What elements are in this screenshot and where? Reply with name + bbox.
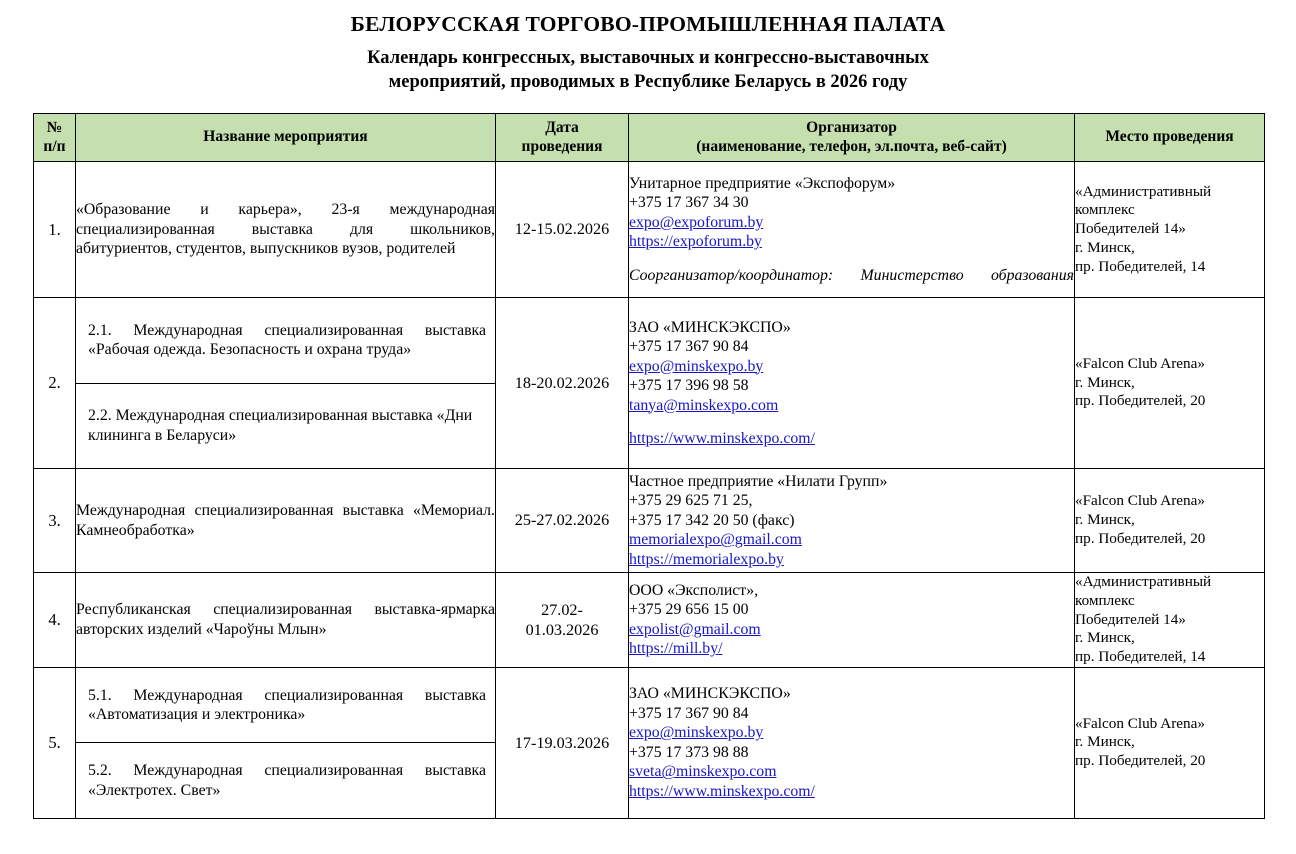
organizer-phone: +375 17 367 34 30 xyxy=(629,194,749,212)
organizer-cell xyxy=(629,469,1075,573)
place-cell xyxy=(1075,298,1265,469)
organizer-email-link[interactable]: expo@minskexpo.by xyxy=(629,357,764,375)
organizer-name: ООО «Эксполист», xyxy=(629,581,759,599)
organizer-phone: +375 17 396 98 58 xyxy=(629,377,749,394)
organizer-phone: +375 29 625 71 25, xyxy=(629,492,753,510)
sub-event-row xyxy=(76,298,495,383)
organizer-name: ЗАО «МИНСКЭКСПО» xyxy=(629,318,791,336)
header-date-line1: Дата xyxy=(545,119,579,137)
event-date-cell: 18-20.02.2026 xyxy=(496,298,629,469)
sub-event-row xyxy=(76,668,495,743)
header-num-line1: № xyxy=(46,119,63,137)
row-number: 3. xyxy=(34,469,76,573)
event-name-cell: «Образование и карьера», 23-я международная специализированная выставка для школьников, абитуриентов, студентов, выпускников вузов, родителей xyxy=(76,162,496,298)
table-header xyxy=(34,114,1265,162)
date-line-2: 01.03.2026 xyxy=(525,620,599,639)
header-num-line2: п/п xyxy=(43,137,66,155)
place-line: Победителей 14» xyxy=(1075,220,1186,238)
sub-event-text: 5.1. Международная специализированная выставка «Автоматизация и электроника» xyxy=(88,686,486,724)
row-number: 1. xyxy=(34,162,76,298)
table-row xyxy=(34,573,1265,668)
row-number: 5. xyxy=(34,667,76,818)
organizer-website-link[interactable]: https://mill.by/ xyxy=(629,640,723,658)
place-cell xyxy=(1075,162,1265,298)
calendar-table xyxy=(33,113,1265,819)
organizer-email-link[interactable]: sveta@minskexpo.com xyxy=(629,763,777,781)
column-header-number xyxy=(34,114,76,162)
event-date-cell: 17-19.03.2026 xyxy=(496,667,629,818)
sub-event-table xyxy=(76,298,495,468)
organizer-phone: +375 17 367 90 84 xyxy=(629,704,749,722)
row-number: 4. xyxy=(34,573,76,668)
event-date-cell: 12-15.02.2026 xyxy=(496,162,629,298)
organizer-phone: +375 17 367 90 84 xyxy=(629,338,749,355)
place-line: «Административный xyxy=(1075,573,1212,590)
place-cell xyxy=(1075,573,1265,668)
column-header-date xyxy=(496,114,629,162)
sub-event-table xyxy=(76,668,495,818)
place-line: г. Минск, xyxy=(1075,511,1135,529)
organizer-email-link[interactable]: memorialexpo@gmail.com xyxy=(629,531,802,549)
organizer-note: Соорганизатор/координатор: Министерство образования xyxy=(629,266,1074,284)
sub-event-text: 5.2. Международная специализированная выставка «Электротех. Свет» xyxy=(88,762,486,799)
spacer xyxy=(629,252,1074,266)
subtitle-line-2: мероприятий, проводимых в Республике Беларусь в 2026 году xyxy=(388,72,908,93)
table-row xyxy=(34,298,1265,469)
organizer-email-link[interactable]: tanya@minskexpo.com xyxy=(629,396,779,414)
spacer xyxy=(629,415,1074,429)
sub-event-row xyxy=(76,383,495,468)
place-line: г. Минск, xyxy=(1075,238,1135,256)
table-header-row xyxy=(34,114,1265,162)
organizer-name: ЗАО «МИНСКЭКСПО» xyxy=(629,685,791,703)
page-title: БЕЛОРУССКАЯ ТОРГОВО-ПРОМЫШЛЕННАЯ ПАЛАТА xyxy=(350,12,946,36)
event-date-cell xyxy=(496,573,629,668)
column-header-organizer xyxy=(629,114,1075,162)
place-line: комплекс xyxy=(1075,591,1135,609)
organizer-phone: +375 17 342 20 50 (факс) xyxy=(629,511,795,529)
place-line: пр. Победителей, 14 xyxy=(1075,648,1206,666)
organizer-phone: +375 29 656 15 00 xyxy=(629,601,749,619)
organizer-email-link[interactable]: expo@minskexpo.by xyxy=(629,724,764,742)
organizer-website-link[interactable]: https://memorialexpo.by xyxy=(629,550,784,568)
sub-event-text: 2.2. Международная специализированная выставка «Дни клининга в Беларуси» xyxy=(88,407,473,444)
place-line: г. Минск, xyxy=(1075,629,1135,647)
organizer-website-link[interactable]: https://expoforum.by xyxy=(629,233,762,251)
place-line: Победителей 14» xyxy=(1075,610,1186,628)
document-header xyxy=(0,0,1296,94)
column-header-place: Место проведения xyxy=(1075,114,1265,162)
header-organizer-line2: (наименование, телефон, эл.почта, веб-сайт) xyxy=(696,137,1007,155)
sub-event-text: 2.1. Международная специализированная выставка «Рабочая одежда. Безопасность и охрана труда» xyxy=(88,321,486,359)
organizer-email-link[interactable]: expo@expoforum.by xyxy=(629,213,764,231)
place-line: «Falcon Club Arena» xyxy=(1075,492,1205,510)
sub-event-row xyxy=(76,743,495,818)
table-row xyxy=(34,469,1265,573)
place-line: «Falcon Club Arena» xyxy=(1075,354,1205,372)
place-cell xyxy=(1075,469,1265,573)
organizer-name: Частное предприятие «Нилати Групп» xyxy=(629,472,888,490)
event-name-cell: Республиканская специализированная выставка-ярмарка авторских изделий «Чароўны Млын» xyxy=(76,573,496,668)
place-line: комплекс xyxy=(1075,201,1135,219)
organizer-email-link[interactable]: expolist@gmail.com xyxy=(629,620,761,638)
subtitle-line-1: Календарь конгрессных, выставочных и конгрессно-выставочных xyxy=(367,48,929,69)
event-date-cell: 25-27.02.2026 xyxy=(496,469,629,573)
organizer-cell xyxy=(629,667,1075,818)
organizer-cell xyxy=(629,298,1075,469)
organizer-name: Унитарное предприятие «Экспофорум» xyxy=(629,174,896,192)
organizer-website-link[interactable]: https://www.minskexpo.com/ xyxy=(629,782,815,800)
place-line: г. Минск, xyxy=(1075,733,1135,751)
place-line: «Falcon Club Arena» xyxy=(1075,714,1205,732)
header-organizer-line1: Организатор xyxy=(806,119,897,137)
organizer-cell xyxy=(629,573,1075,668)
date-line-1: 27.02- xyxy=(541,600,583,619)
place-line: г. Минск, xyxy=(1075,373,1135,391)
page-subtitle xyxy=(283,46,1013,94)
place-line: пр. Победителей, 20 xyxy=(1075,392,1206,410)
table-body xyxy=(34,162,1265,819)
table-row xyxy=(34,162,1265,298)
event-name-cell: Международная специализированная выставка «Мемориал. Камнеобработка» xyxy=(76,469,496,573)
row-number: 2. xyxy=(34,298,76,469)
organizer-phone: +375 17 373 98 88 xyxy=(629,743,749,761)
header-date-line2: проведения xyxy=(521,137,603,155)
organizer-website-link[interactable]: https://www.minskexpo.com/ xyxy=(629,430,815,447)
place-cell xyxy=(1075,667,1265,818)
calendar-table-wrapper xyxy=(33,113,1264,819)
place-line: пр. Победителей, 14 xyxy=(1075,257,1206,275)
place-line: «Административный xyxy=(1075,182,1212,200)
table-row xyxy=(34,667,1265,818)
place-line: пр. Победителей, 20 xyxy=(1075,529,1206,547)
event-name-cell xyxy=(76,667,496,818)
column-header-event-name: Название мероприятия xyxy=(76,114,496,162)
place-line: пр. Победителей, 20 xyxy=(1075,752,1206,770)
event-name-cell xyxy=(76,298,496,469)
organizer-cell xyxy=(629,162,1075,298)
